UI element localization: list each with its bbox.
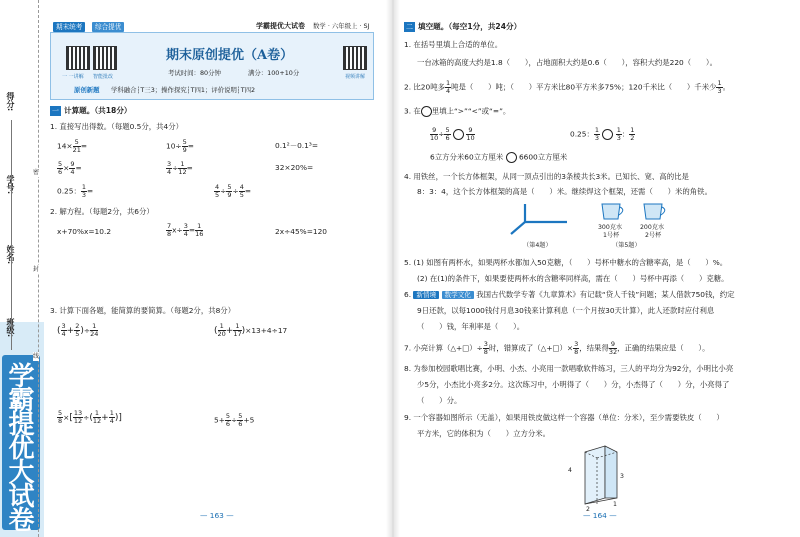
q3-item-3: $\frac{5}{8}$ ×[ $\frac{13}{12}$ ÷( $\frac{1}{12}$ + $\frac{1}{4}$ )] [58, 409, 122, 425]
r-q9b: 平方米，它的体积为（ ）立方分米。 [417, 429, 551, 438]
qr-code-left-1[interactable] [66, 46, 90, 70]
r-q6b: 9日还款，以每1000钱付月息30钱来计算利息（一个月按30天计算），此人还款时应付利息 [417, 306, 715, 315]
fig5-caption: （第5题） [612, 242, 641, 249]
full-score: 满分：100+10分 [248, 69, 300, 77]
fig9-label-4: 4 [568, 467, 572, 474]
q2-item-3: 2x÷45%=120 [275, 227, 327, 236]
cup-2-icon [642, 202, 668, 220]
qr-label-right: 视频讲解 [345, 74, 366, 80]
compare-circle-icon [602, 129, 613, 140]
q2-item-1: x+70%x=10.2 [57, 227, 112, 236]
cup-1-label: 300克水 [598, 224, 623, 231]
r-q8b: 少5分，小杰比小亮多2分。这次练习中，小明得了（ ）分，小杰得了（ ）分，小亮得了 [417, 380, 730, 389]
section-2-tag: 二 [406, 23, 413, 31]
cup-2-number: 2号杯 [645, 232, 662, 239]
page-title: 期末原创提优（A卷） [166, 48, 294, 63]
q1-item-2: 10÷ $\frac{5}{9}$ = [166, 138, 194, 154]
q1-title: 1. 直接写出得数。（每题0.5分，共4分） [50, 122, 184, 131]
r-q1: 1. 在括号里填上合适的单位。 [404, 40, 503, 49]
time-limit: 考试时间：80分钟 [168, 69, 221, 77]
feature-text: 学科融合┆T三3；操作探究┆T四1；评价说明┆T四2 [111, 86, 256, 94]
qr-code-right[interactable] [343, 46, 367, 70]
binding-logo-text: 学霸提优大试卷 [4, 362, 34, 530]
q3-item-1: ( $\frac{3}{4}$ + $\frac{2}{5}$ )÷ $\frac{1}{24}$ [57, 322, 99, 338]
qr-code-left-2[interactable] [93, 46, 117, 70]
section-1-tag: 一 [52, 107, 59, 115]
r-q8a: 8. 为参加校园歌唱比赛，小明、小杰、小亮用一款唱歌软件练习，三人的平均分为92分，小明比小亮 [404, 364, 734, 373]
q3-item-2: ( $\frac{1}{20}$ + $\frac{1}{17}$ )×13+4÷17 [214, 322, 288, 338]
q2-item-2: $\frac{7}{8}$ x÷ $\frac{3}{4}$ = $\frac{1}{16}$ [167, 222, 204, 238]
q1-item-3: 0.1²－0.1³= [275, 141, 319, 150]
compare-circle-icon [453, 129, 464, 140]
r-q3-item-1: $\frac{9}{10}$ ÷ $\frac{5}{6}$ $\frac{9}{10}$ [430, 126, 475, 142]
r-q3-item-2: 0.25： $\frac{1}{3}$ $\frac{1}{3}$ ： $\frac{1}{2}$ [570, 126, 635, 142]
r-q2: 2. 比20吨多 $\frac{1}{4}$ 吨是（ ）吨；（ ）平方米比80平方米多75%；120千米比（ ）千米少 $\frac{1}{3}$ 。 [404, 79, 731, 95]
qr-label-left-1: 一 一讲解 [62, 74, 84, 80]
r-q3-item-3: 6立方分米60立方厘米 6600立方厘米 [430, 152, 568, 162]
q1-item-6: 32×20%= [275, 163, 314, 172]
r-q9a: 9. 一个容器如图所示（无盖），如果用铁皮做这样一个容器（单位：分米），至少需要铁皮（ ） [404, 413, 724, 422]
cup-1-icon [600, 202, 626, 220]
r-q5b: (2) 在(1)的条件下，如果要使两杯水的含糖率同样高，需在（ ）号杯中再添（ ）克糖。 [417, 274, 729, 283]
cup-1-number: 1号杯 [603, 232, 620, 239]
tag-math-culture: 数学文化 [442, 291, 474, 299]
r-q6a: 6. 新情境 数学文化 我国古代数学专著《九章算术》有记载“贷人千钱”问题；某人借款750钱，约定 [404, 290, 735, 299]
r-q6c: （ ）钱，年利率是（ ）。 [417, 322, 525, 331]
r-q8c: （ ）分。 [417, 396, 462, 405]
fig9-label-3: 3 [620, 473, 624, 480]
compare-circle-icon [421, 106, 432, 117]
r-q1-text: 一台冰箱的高度大约是1.8（ ），占地面积大约是0.6（ ），容积大约是220（ ）。 [417, 58, 717, 67]
header-tag-1: 期末统考 [53, 22, 85, 32]
q3-item-4: 5+ $\frac{5}{6}$ ÷ $\frac{5}{6}$ +5 [214, 412, 255, 428]
section-1-title: 计算题。（共18分） [64, 106, 132, 115]
q1-item-1: 14× $\frac{5}{21}$ = [57, 138, 88, 154]
r-q4a: 4. 用铁丝，一个长方体框架，从同一顶点引出的3条棱共长3米。已知长、宽、高的比是 [404, 172, 689, 181]
page-number-right: — 164 — [583, 511, 617, 520]
cup-2-label: 200克水 [640, 224, 665, 231]
r-q7: 7. 小亮计算（△+□）÷ $\frac{3}{8}$ 时，错算成了（△+□）× $\frac{3}{8}$ ，结果得 $\frac{9}{32}$ ，正确的结果应是（ ）。 [404, 340, 710, 356]
binding-line [11, 120, 12, 350]
compare-circle-icon [506, 152, 517, 163]
r-q5a: 5. (1) 如图有两杯水，如果两杯水都加入50克糖，（ ）号杯中糖水的含糖率高，是（ ）%。 [404, 258, 728, 267]
fig9-container [575, 444, 635, 508]
q1-item-7: 0.25： $\frac{1}{3}$ = [57, 183, 94, 199]
header-brand: 学霸提优大试卷 [256, 22, 305, 30]
binding-score: 得分: [6, 92, 15, 112]
q1-item-5: $\frac{3}{4}$ ÷ $\frac{1}{12}$ = [167, 160, 193, 176]
qr-label-left-2: 智能批改 [93, 74, 114, 80]
q1-item-8: $\frac{4}{5}$ ÷ $\frac{5}{9}$ ÷ $\frac{4}{5}$ = [215, 183, 252, 199]
q2-title: 2. 解方程。（每题2分，共6分） [50, 207, 154, 216]
q1-item-4: $\frac{5}{6}$ × $\frac{9}{4}$ = [58, 160, 82, 176]
cut-mark-2: 封 [33, 266, 40, 273]
fig4-caption: （第4题） [523, 242, 552, 249]
page-number-left: — 163 — [200, 511, 234, 520]
section-2-title: 填空题。（每空1分，共24分） [418, 22, 522, 31]
fig9-label-1: 1 [613, 501, 617, 508]
fig4-angle-iron [505, 200, 575, 240]
r-q4b: 8：3：4，这个长方体框架的高是（ ）米。继续焊这个框架，还需（ ）米的角铁。 [417, 187, 712, 196]
cut-mark-3: 线 [33, 353, 40, 360]
feature-badge: 原创新题 [74, 86, 100, 94]
q3-title: 3. 计算下面各题，能简算的要简算。（每题2分，共8分） [50, 306, 236, 315]
header-tag-2: 综合提优 [92, 22, 124, 32]
cut-mark-1: 密 [33, 169, 40, 176]
tag-new-context: 新情境 [413, 291, 439, 299]
page-fold [386, 0, 400, 537]
r-q3: 3. 在 里填上“>”“<”或“=”。 [404, 106, 511, 116]
header-subject: 数学 · 六年级上 · SJ [313, 22, 370, 30]
fig9-label-2: 2 [586, 506, 590, 513]
